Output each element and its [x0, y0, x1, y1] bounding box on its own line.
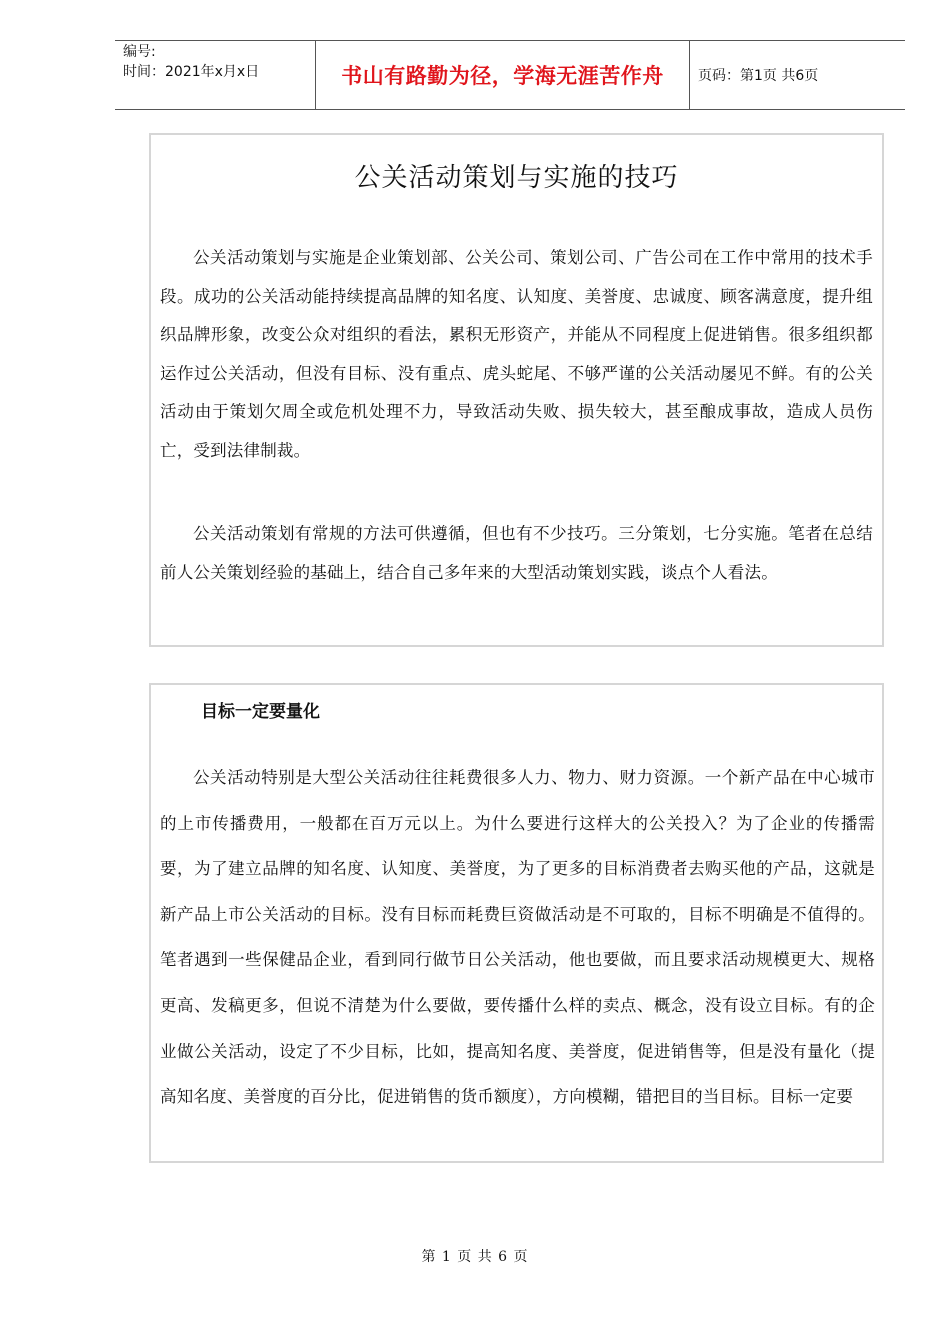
header-motto: 书山有路勤为径，学海无涯苦作舟	[316, 41, 690, 109]
intro-paragraph-1: 公关活动策划与实施是企业策划部、公关公司、策划公司、广告公司在工作中常用的技术手段。成功的公关活动能持续提高品牌的知名度、认知度、美誉度、忠诚度、顾客满意度，提升组织品牌形象，改变公众对组织的看法，累积无形资产，并能从不同程度上促进销售。很多组织都运作过公关活动，但没有目标、没有重点、虎头蛇尾、不够严谨的公关活动屡见不鲜。有的公关活动由于策划欠周全或危机处理不力，导致活动失败、损失较大，甚至酿成事故，造成人员伤亡，受到法律制裁。	[160, 248, 873, 460]
section-box	[149, 683, 884, 1163]
page-footer: 第 1 页 共 6 页	[421, 1249, 529, 1265]
article-title: 公关活动策划与实施的技巧	[354, 163, 679, 193]
intro-paragraph-2: 公关活动策划有常规的方法可供遵循，但也有不少技巧。三分策划，七分实施。笔者在总结前人公关策划经验的基础上，结合自己多年来的大型活动策划实践，谈点个人看法。	[160, 524, 873, 582]
page-header	[115, 40, 905, 110]
section-heading: 目标一定要量化	[201, 702, 320, 722]
intro-box	[149, 133, 884, 647]
section-paragraph: 公关活动特别是大型公关活动往往耗费很多人力、物力、财力资源。一个新产品在中心城市的上市传播费用，一般都在百万元以上。为什么要进行这样大的公关投入？为了企业的传播需要，为了建立品牌的知名度、认知度、美誉度，为了更多的目标消费者去购买他的产品，这就是新产品上市公关活动的目标。没有目标而耗费巨资做活动是不可取的，目标不明确是不值得的。笔者遇到一些保健品企业，看到同行做节日公关活动，他也要做，而且要求活动规模更大、规格更高、发稿更多，但说不清楚为什么要做，要传播什么样的卖点、概念，没有设立目标。有的企业做公关活动，设定了不少目标，比如，提高知名度、美誉度，促进销售等，但是没有量化（提高知名度、美誉度的百分比，促进销售的货币额度），方向模糊，错把目的当目标。目标一定要	[160, 768, 875, 1107]
time-label: 时间：2021年x月x日	[123, 64, 260, 80]
header-meta	[115, 41, 316, 109]
header-page-label: 页码：第1页 共6页	[698, 68, 819, 84]
number-label: 编号:	[123, 44, 156, 60]
